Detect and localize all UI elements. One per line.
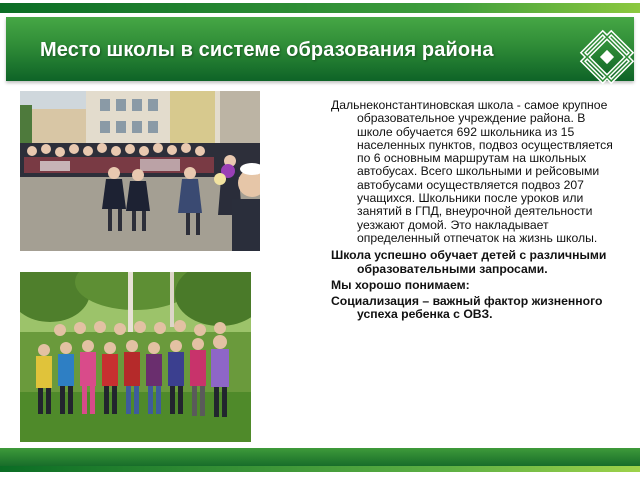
statement-paragraph: Мы хорошо понимаем: <box>331 277 470 292</box>
top-accent-line <box>0 3 640 13</box>
students-group-photo <box>20 272 251 442</box>
school-description-paragraph: Дальнеконстантиновская школа - самое крупное образовательное учреждение района. В школе обучается 692 школьника из 15 населенных пунктов, подвоз осуществляется по 6 основным маршрутам на школьных автобусах. Всего школьными и рейсовыми автобусами осуществляется подвоз 207 учащихся. Школьники после уроков или занятий в ГПД, внеурочной деятельности уезжают домой. Это накладывает определенный отпечаток на жизнь школы. <box>331 98 613 245</box>
slide-text-block <box>331 99 623 325</box>
slide-title: Место школы в системе образования района <box>40 39 494 61</box>
school-ceremony-photo <box>20 91 260 251</box>
statement-paragraph: Школа успешно обучает детей с различными образовательными запросами. <box>331 248 607 276</box>
bottom-accent-line <box>0 466 640 472</box>
slide-header <box>6 17 634 81</box>
statement-paragraph: Социализация – важный фактор жизненного успеха ребенка с ОВЗ. <box>331 294 603 322</box>
knot-ornament-logo-icon <box>579 29 635 85</box>
